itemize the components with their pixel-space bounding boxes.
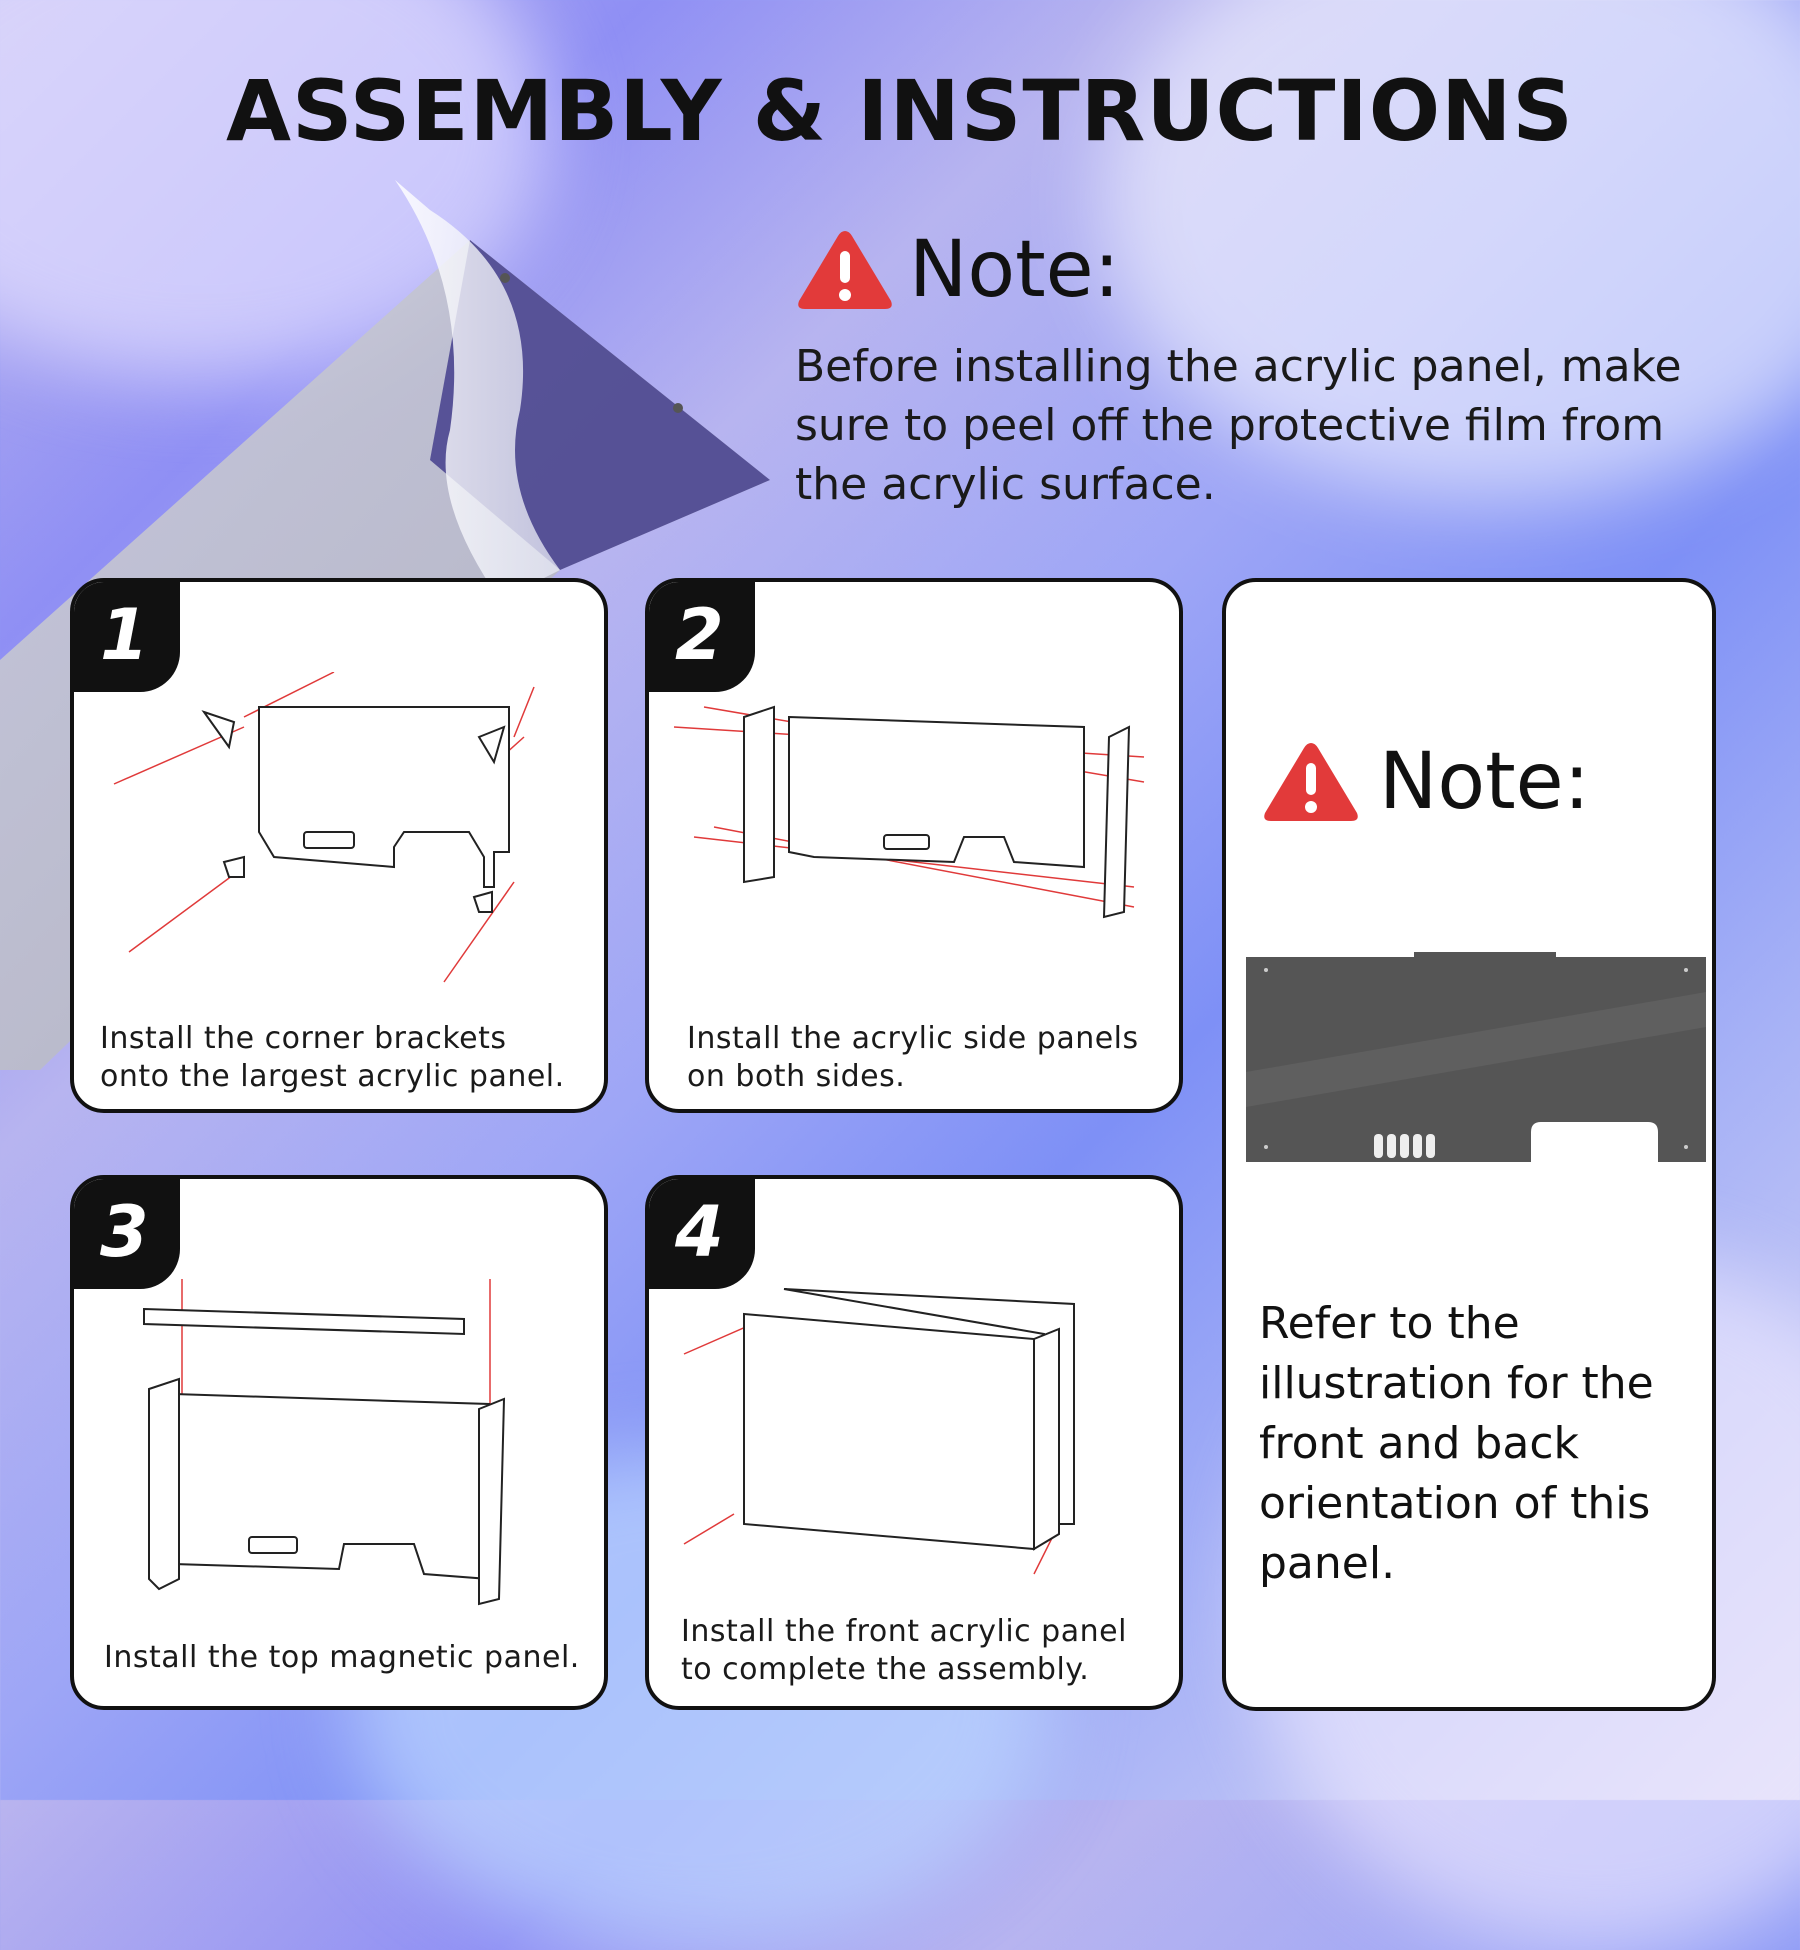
top-note [795,225,1715,514]
step-caption: Install the front acrylic panel to complete the assembly. [681,1614,1127,1687]
step-number: 2 [675,594,724,676]
page-title: ASSEMBLY & INSTRUCTIONS [226,62,1574,160]
side-note-card [1222,578,1716,1711]
step-caption: Install the corner brackets onto the largest acrylic panel. [100,1021,565,1094]
step-3-diagram [134,1279,554,1609]
step-card-2 [645,578,1183,1113]
step-1-diagram [94,672,594,1002]
step-card-3 [70,1175,608,1710]
step-caption: Install the acrylic side panels on both sides. [687,1021,1139,1094]
step-number: 1 [100,594,149,676]
step-2-diagram [664,697,1174,957]
note-label: Note: [909,225,1120,315]
step-card-1 [70,578,608,1113]
step-caption: Install the top magnetic panel. [104,1640,580,1675]
warning-triangle-icon [1261,739,1361,825]
step-4-diagram [674,1274,1164,1594]
side-note-text: Refer to the illustration for the front and back orientation of this panel. [1259,1298,1654,1589]
warning-triangle-icon [795,227,895,313]
step-card-4 [645,1175,1183,1710]
panel-orientation-illustration [1246,952,1706,1197]
step-number: 4 [675,1191,724,1273]
note-text: Before installing the acrylic panel, make sure to peel off the protective film from the acrylic surface. [795,341,1682,510]
note-label: Note: [1379,737,1590,827]
step-number: 3 [100,1191,149,1273]
